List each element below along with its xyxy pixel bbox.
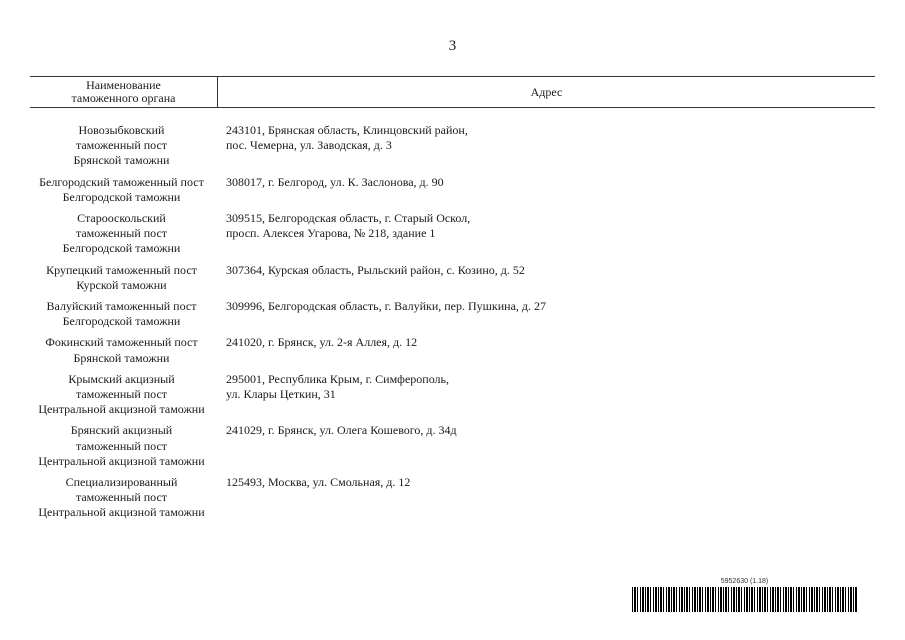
row-name-line: Брянской таможни bbox=[73, 153, 170, 168]
header-address-column: Адрес bbox=[530, 84, 563, 99]
row-name-line: Белгородской таможни bbox=[62, 189, 181, 204]
table-row bbox=[30, 211, 875, 257]
row-name bbox=[30, 123, 213, 169]
row-address bbox=[213, 175, 875, 205]
row-name-line: таможенный пост bbox=[75, 138, 168, 153]
barcode-icon bbox=[632, 587, 857, 612]
table-row bbox=[30, 335, 875, 365]
row-address-line: 309515, Белгородская область, г. Старый Оскол, bbox=[226, 211, 471, 226]
row-name-line: таможенный пост bbox=[75, 387, 168, 402]
row-name-line: Белгородской таможни bbox=[62, 241, 181, 256]
row-name-line: Крымский акцизный bbox=[68, 371, 175, 386]
table-row bbox=[30, 175, 875, 205]
table-row bbox=[30, 423, 875, 469]
table-header bbox=[30, 76, 875, 108]
row-name-line: Валуйский таможенный пост bbox=[46, 299, 197, 314]
row-address bbox=[213, 263, 875, 293]
row-name bbox=[30, 263, 213, 293]
row-name-line: Центральной акцизной таможни bbox=[38, 505, 205, 520]
row-address-line: ул. Клары Цеткин, 31 bbox=[226, 387, 336, 402]
row-name-line: таможенный пост bbox=[75, 226, 168, 241]
row-name bbox=[30, 335, 213, 365]
row-name bbox=[30, 372, 213, 418]
row-name-line: Фокинский таможенный пост bbox=[45, 335, 198, 350]
row-name-line: Специализированный bbox=[65, 475, 178, 490]
row-name-line: Новозыбковский bbox=[78, 123, 165, 137]
table-row bbox=[30, 475, 875, 521]
row-address-line: 241029, г. Брянск, ул. Олега Кошевого, д. 34д bbox=[226, 423, 457, 438]
row-address-line: 309996, Белгородская область, г. Валуйки, пер. Пушкина, д. 27 bbox=[226, 299, 546, 314]
row-name-line: Белгородский таможенный пост bbox=[39, 174, 204, 189]
row-name bbox=[30, 175, 213, 205]
row-address bbox=[213, 299, 875, 329]
row-name bbox=[30, 211, 213, 257]
row-address-line: 241020, г. Брянск, ул. 2-я Аллея, д. 12 bbox=[226, 335, 418, 350]
table-body bbox=[30, 123, 875, 527]
header-name-line: Наименование bbox=[86, 78, 161, 92]
row-name-line: Центральной акцизной таможни bbox=[38, 402, 205, 417]
row-address-line: 125493, Москва, ул. Смольная, д. 12 bbox=[226, 475, 411, 490]
row-name bbox=[30, 299, 213, 329]
row-address-line: 307364, Курская область, Рыльский район, с. Козино, д. 52 bbox=[226, 262, 525, 277]
row-name-line: таможенный пост bbox=[75, 438, 168, 453]
page-number: 3 bbox=[448, 38, 457, 54]
row-name-line: Центральной акцизной таможни bbox=[38, 453, 205, 468]
row-name bbox=[30, 423, 213, 469]
row-address bbox=[213, 475, 875, 521]
row-address-line: просп. Алексея Угарова, № 218, здание 1 bbox=[226, 226, 436, 241]
row-name-line: Брянской таможни bbox=[73, 350, 170, 365]
row-name-line: Брянский акцизный bbox=[70, 423, 173, 438]
header-name-column bbox=[30, 77, 218, 107]
table-row bbox=[30, 123, 875, 169]
row-name-line: Старооскольский bbox=[77, 211, 166, 226]
row-address bbox=[213, 372, 875, 418]
row-name-line: Белгородской таможни bbox=[62, 314, 181, 329]
row-name-line: Курской таможни bbox=[76, 277, 167, 292]
row-name-line: Крупецкий таможенный пост bbox=[46, 262, 197, 277]
row-address bbox=[213, 423, 875, 469]
row-address bbox=[213, 123, 875, 169]
row-address-line: 295001, Республика Крым, г. Симферополь, bbox=[226, 371, 449, 386]
row-address-line: 308017, г. Белгород, ул. К. Заслонова, д. 90 bbox=[226, 174, 444, 189]
header-name-line: таможенного органа bbox=[71, 91, 176, 105]
row-address bbox=[213, 335, 875, 365]
table-row bbox=[30, 263, 875, 293]
table-row bbox=[30, 299, 875, 329]
row-address bbox=[213, 211, 875, 257]
row-address-line: 243101, Брянская область, Клинцовский район, bbox=[226, 123, 468, 137]
row-name-line: таможенный пост bbox=[75, 490, 168, 505]
table-row bbox=[30, 372, 875, 418]
barcode-label: 5952630 (1.18) bbox=[720, 578, 769, 585]
row-name bbox=[30, 475, 213, 521]
row-address-line: пос. Чемерна, ул. Заводская, д. 3 bbox=[226, 138, 392, 153]
